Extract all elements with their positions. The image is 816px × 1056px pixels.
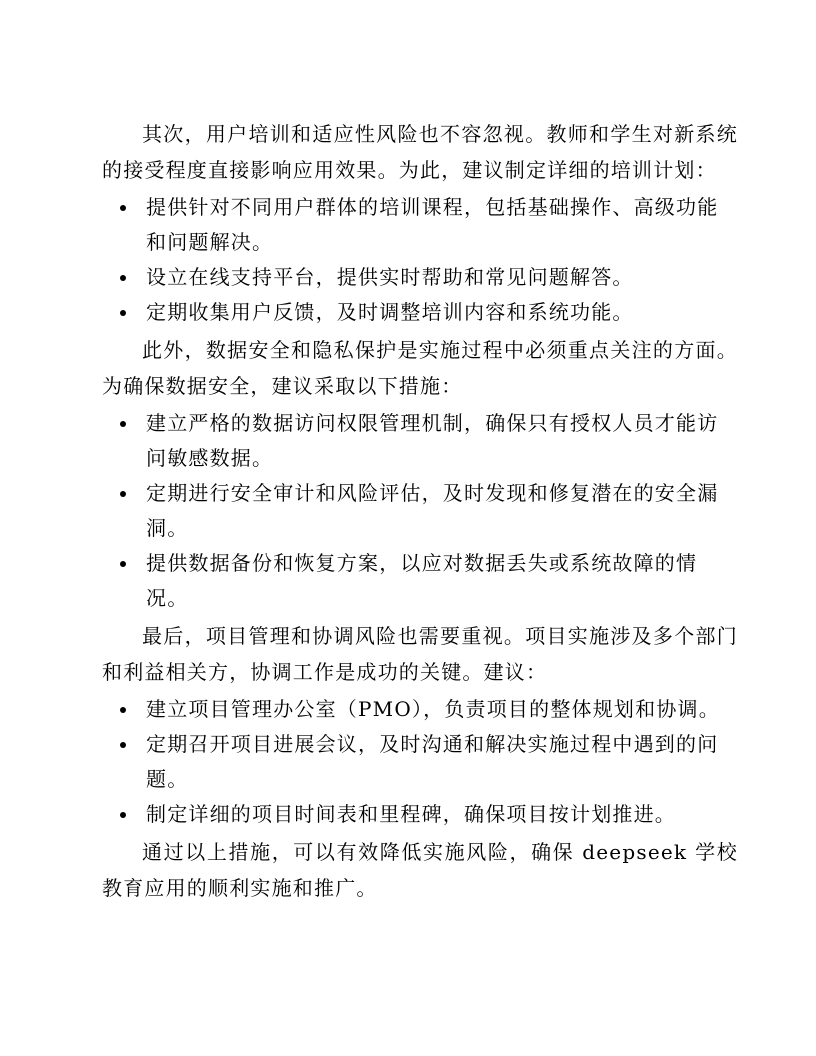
list-item xyxy=(102,727,738,797)
bullet-icon xyxy=(120,205,126,211)
list-item-text: 提供针对不同用户群体的培训课程，包括基础操作、高级功能和问题解决。 xyxy=(146,195,719,254)
security-measures-list xyxy=(102,406,738,616)
list-item-text: 定期召开项目进展会议，及时沟通和解决实施过程中遇到的问题。 xyxy=(146,732,719,791)
list-item-text: 提供数据备份和恢复方案，以应对数据丢失或系统故障的情况。 xyxy=(146,551,698,610)
bullet-icon xyxy=(120,491,126,497)
bullet-icon xyxy=(120,707,126,713)
list-item xyxy=(102,190,738,260)
list-item-text: 建立严格的数据访问权限管理机制，确保只有授权人员才能访问敏感数据。 xyxy=(146,411,719,470)
bullet-icon xyxy=(120,812,126,818)
paragraph-data-security: 此外，数据安全和隐私保护是实施过程中必须重点关注的方面。为确保数据安全，建议采取以下措施： xyxy=(102,338,738,398)
list-item xyxy=(102,546,738,616)
list-item xyxy=(102,406,738,476)
paragraph-training-risk: 其次，用户培训和适应性风险也不容忽视。教师和学生对新系统的接受程度直接影响应用效果。为此，建议制定详细的培训计划： xyxy=(102,122,738,182)
bullet-icon xyxy=(120,742,126,748)
paragraph-conclusion: 通过以上措施，可以有效降低实施风险，确保 deepseek 学校教育应用的顺利实施和推广。 xyxy=(102,840,738,900)
bullet-icon xyxy=(120,421,126,427)
list-item-text: 建立项目管理办公室（PMO），负责项目的整体规划和协调。 xyxy=(146,697,720,721)
list-item xyxy=(102,476,738,546)
bullet-icon xyxy=(120,310,126,316)
list-item xyxy=(102,260,738,295)
list-item-text: 定期收集用户反馈，及时调整培训内容和系统功能。 xyxy=(146,300,634,324)
list-item-text: 定期进行安全审计和风险评估，及时发现和修复潜在的安全漏洞。 xyxy=(146,481,719,540)
list-item-text: 设立在线支持平台，提供实时帮助和常见问题解答。 xyxy=(146,265,634,289)
list-item-text: 制定详细的项目时间表和里程碑，确保项目按计划推进。 xyxy=(146,802,676,826)
document-page xyxy=(102,116,738,906)
bullet-icon xyxy=(120,275,126,281)
paragraph-project-management: 最后，项目管理和协调风险也需要重视。项目实施涉及多个部门和利益相关方，协调工作是成功的关键。建议： xyxy=(102,624,738,684)
training-measures-list xyxy=(102,190,738,330)
bullet-icon xyxy=(120,561,126,567)
list-item xyxy=(102,797,738,832)
management-measures-list xyxy=(102,692,738,832)
list-item xyxy=(102,295,738,330)
list-item xyxy=(102,692,738,727)
